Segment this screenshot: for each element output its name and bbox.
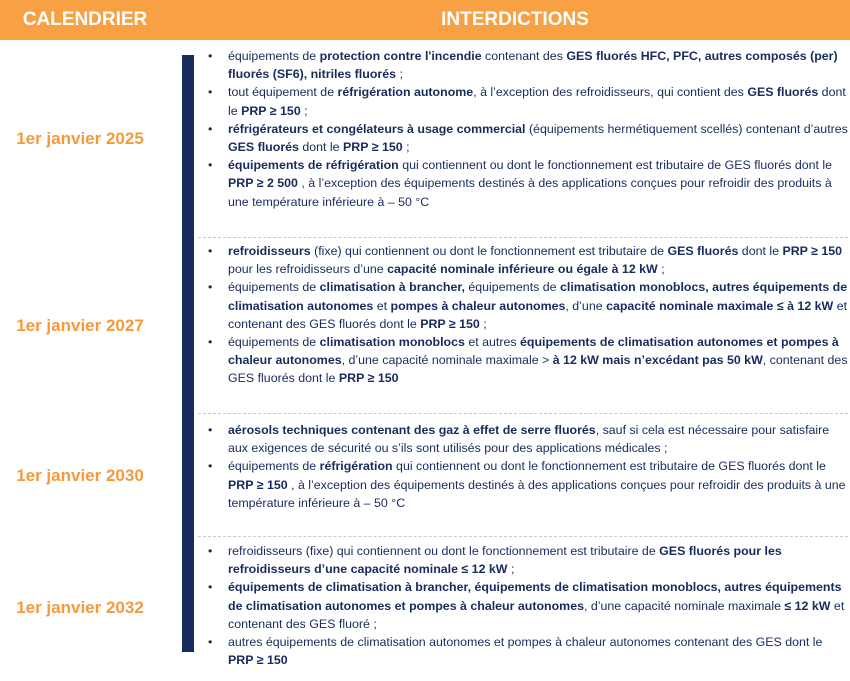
text: ; <box>657 262 665 277</box>
interdiction-item <box>198 242 848 278</box>
date-2027: 1er janvier 2027 <box>16 316 144 335</box>
text: pour les refroidisseurs d’une <box>228 262 388 277</box>
interdiction-item <box>198 156 848 211</box>
text: dont le <box>738 244 783 258</box>
interdictions-list <box>198 242 848 388</box>
text: autres équipements de climatisation autonomes et pompes à chaleur autonomes contenant des GES dont le <box>228 635 823 650</box>
bold-text: équipements de climatisation autonomes et pompes à chaleur autonomes <box>228 335 839 368</box>
text: équipements de <box>228 49 320 63</box>
section-2030 <box>198 421 848 537</box>
bold-text: climatisation monoblocs, autres équipements de climatisation autonomes <box>228 280 848 313</box>
bold-text: équipements de réfrigération <box>228 158 399 173</box>
interdiction-item <box>198 421 848 457</box>
bold-text: aérosols techniques contenant des gaz à effet de serre fluorés <box>228 423 596 437</box>
bold-text: protection contre l'incendie <box>319 49 482 63</box>
text: , sauf si cela est nécessaire pour satisfaire aux exigences de sécurité ou s’ils sont utilisés pour des applications médicales ; <box>228 423 830 456</box>
text: et <box>373 298 391 313</box>
bold-text: GES fluorés <box>667 244 739 258</box>
bold-text: PRP ≥ 150 <box>228 477 288 492</box>
section-2025 <box>198 47 848 238</box>
text: (fixe) qui contiennent ou dont le fonctionnement est tributaire de <box>310 244 668 258</box>
interdiction-item <box>198 542 848 578</box>
bold-text: GES fluorés <box>228 140 299 155</box>
interdictions-list <box>198 47 848 211</box>
timeline-bar <box>182 55 194 652</box>
bold-text: climatisation à brancher, <box>319 280 465 295</box>
text: tout équipement de <box>228 85 338 100</box>
text: contenant des <box>481 49 567 63</box>
text: ; <box>507 562 515 577</box>
text: , d’une capacité nominale maximale <box>583 598 785 613</box>
text: , d’une <box>565 298 607 313</box>
bold-text: capacité nominale inférieure ou égale à 12 kW <box>387 262 658 277</box>
interdiction-item <box>198 47 848 83</box>
text: , à l’exception des refroidisseurs, qui contient des <box>473 85 748 100</box>
text: , d’une capacité nominale maximale > <box>341 353 553 368</box>
text: , contenant des GES fluorés dont le <box>228 353 848 386</box>
interdiction-item <box>198 83 848 119</box>
bold-text: ≤ 12 kW <box>784 598 831 613</box>
date-2032: 1er janvier 2032 <box>16 598 144 617</box>
bold-text: PRP ≥ 150 <box>228 653 288 668</box>
text: ; <box>300 103 308 118</box>
bold-text: PRP ≥ 150 <box>782 244 843 258</box>
text: ; <box>396 67 403 82</box>
text: ; <box>479 316 487 331</box>
bold-text: équipements de climatisation à brancher, équipements de climatisation monoblocs, autres équipements de climatisation autonomes et pompes à chaleur autonomes <box>228 580 842 613</box>
bold-text: réfrigération <box>319 459 393 474</box>
bold-text: capacité nominale maximale ≤ à 12 kW <box>606 298 834 313</box>
text: dont le <box>298 140 344 155</box>
date-2030: 1er janvier 2030 <box>16 466 144 485</box>
bold-text: PRP ≥ 2 500 <box>228 176 298 191</box>
bold-text: à 12 kW mais n’excédant pas 50 kW <box>552 353 763 368</box>
header-bar <box>0 0 850 40</box>
interdiction-item <box>198 578 848 633</box>
date-2025: 1er janvier 2025 <box>16 129 144 148</box>
bold-text: réfrigérateurs et congélateurs à usage commercial <box>228 121 526 136</box>
bold-text: PRP ≥ 150 <box>343 140 403 155</box>
text: équipements de <box>228 459 320 474</box>
section-2032 <box>198 542 848 678</box>
bold-text: réfrigération autonome <box>337 85 474 100</box>
text: et autres <box>464 335 521 350</box>
interdiction-item <box>198 278 848 333</box>
bold-text: PRP ≥ 150 <box>241 103 301 118</box>
text: et contenant des GES fluorés dont le <box>228 298 848 331</box>
bold-text: climatisation monoblocs <box>319 335 465 350</box>
text: (équipements hermétiquement scellés) contenant d’autres <box>525 121 848 136</box>
bold-text: refroidisseurs <box>228 244 311 258</box>
text: qui contiennent ou dont le fonctionnement est tributaire de GES fluorés dont le <box>398 158 833 173</box>
bold-text: pompes à chaleur autonomes <box>390 298 566 313</box>
section-2027 <box>198 242 848 414</box>
calendar-column-title: CALENDRIER <box>22 9 148 30</box>
interdiction-item <box>198 633 848 669</box>
text: dont le <box>228 85 846 118</box>
text: équipements de <box>228 280 320 295</box>
interdictions-list <box>198 542 848 669</box>
text: équipements de <box>464 280 560 295</box>
bold-text: GES fluorés HFC, PFC, autres composés (per) fluorés (SF6), nitriles fluorés <box>228 49 838 82</box>
bold-text: PRP ≥ 150 <box>338 371 399 386</box>
bold-text: GES fluorés <box>747 85 819 100</box>
text: refroidisseurs (fixe) qui contiennent ou dont le fonctionnement est tributaire de <box>228 544 660 558</box>
interdiction-item <box>198 457 848 512</box>
interdictions-column-title: INTERDICTIONS <box>441 9 589 30</box>
text: , à l’exception des équipements destinés à des applications conçues pour refroidir des produits à une température inférieure à – 50 °C <box>228 176 832 209</box>
interdiction-item <box>198 120 848 156</box>
text: et contenant des GES fluoré ; <box>228 598 845 631</box>
interdiction-item <box>198 333 848 388</box>
bold-text: GES fluorés pour les refroidisseurs d’une capacité nominale ≤ 12 kW <box>228 544 782 577</box>
bold-text: PRP ≥ 150 <box>420 316 480 331</box>
text: équipements de <box>228 335 320 350</box>
text: ; <box>402 140 410 155</box>
interdictions-list <box>198 421 848 512</box>
text: , à l’exception des équipements destinés à des applications conçues pour refroidir des produits à une température inférieure à – 50 °C <box>228 477 846 510</box>
text: qui contiennent ou dont le fonctionnement est tributaire de GES fluorés dont le <box>392 459 826 474</box>
